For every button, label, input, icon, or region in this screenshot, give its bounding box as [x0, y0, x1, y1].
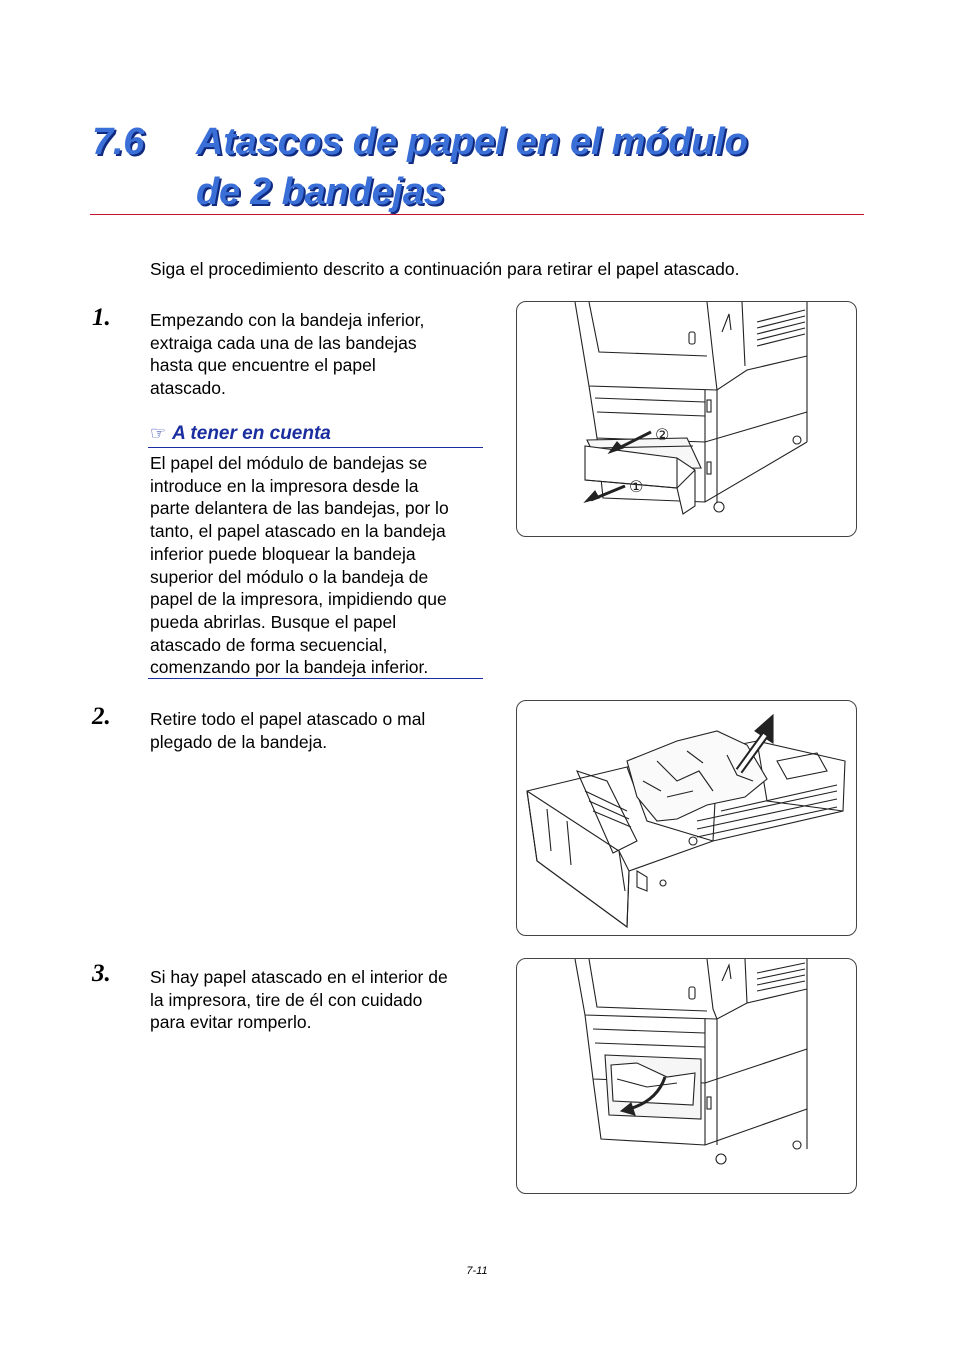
tray-1-marker: ① — [629, 477, 644, 496]
step-3-line: para evitar romperlo. — [150, 1012, 312, 1033]
pointing-hand-icon: ☞ — [150, 423, 167, 443]
figure-remove-paper — [516, 700, 857, 936]
note-line: parte delantera de las bandejas, por lo — [150, 498, 449, 519]
section-title-line1: Atascos de papel en el módulo — [196, 121, 748, 163]
note-line: introduce en la impresora desde la — [150, 475, 419, 496]
step-1-line: extraiga cada una de las bandejas — [150, 332, 417, 353]
page-number: 7-11 — [466, 1265, 488, 1277]
step-2-number: 2. — [92, 703, 111, 730]
step-3-line: Si hay papel atascado en el interior de — [150, 967, 448, 987]
figure-pull-jammed-paper — [516, 958, 857, 1194]
note-line: atascado de forma secuencial, — [150, 634, 388, 655]
step-3-line: la impresora, tire de él con cuidado — [150, 989, 423, 1010]
section-title-line2: de 2 bandejas — [196, 171, 445, 213]
step-2-line: Retire todo el papel atascado o mal — [150, 709, 426, 729]
step-1-text — [150, 309, 485, 400]
step-1-number: 1. — [92, 304, 111, 331]
note-line: comenzando por la bandeja inferior. — [150, 657, 429, 678]
intro-paragraph: Siga el procedimiento descrito a continuación para retirar el papel atascado. — [150, 259, 740, 279]
step-3-text — [150, 966, 485, 1034]
step-2-line: plegado de la bandeja. — [150, 731, 328, 752]
note-line: pueda abrirlas. Busque el papel — [150, 611, 397, 632]
step-2-text — [150, 708, 485, 753]
note-body — [150, 452, 484, 679]
note-line: superior del módulo o la bandeja de — [150, 566, 429, 587]
heading-divider — [90, 214, 864, 215]
note-line: papel de la impresora, impidiendo que — [150, 589, 447, 610]
note-line: tanto, el papel atascado en la bandeja — [150, 521, 446, 542]
note-top-rule — [148, 447, 483, 448]
step-3-number: 3. — [92, 960, 111, 987]
step-1-line: Empezando con la bandeja inferior, — [150, 310, 425, 330]
step-1-line: hasta que encuentre el papel — [150, 355, 376, 376]
note-line: El papel del módulo de bandejas se — [150, 453, 428, 473]
note-title — [150, 421, 482, 446]
tray-2-marker: ② — [655, 425, 670, 444]
note-line: inferior puede bloquear la bandeja — [150, 543, 416, 564]
section-number: 7.6 — [92, 121, 145, 163]
note-bottom-rule — [148, 678, 483, 679]
note-title-text: A tener en cuenta — [172, 423, 331, 444]
figure-pull-trays — [516, 301, 857, 537]
step-1-line: atascado. — [150, 378, 226, 399]
